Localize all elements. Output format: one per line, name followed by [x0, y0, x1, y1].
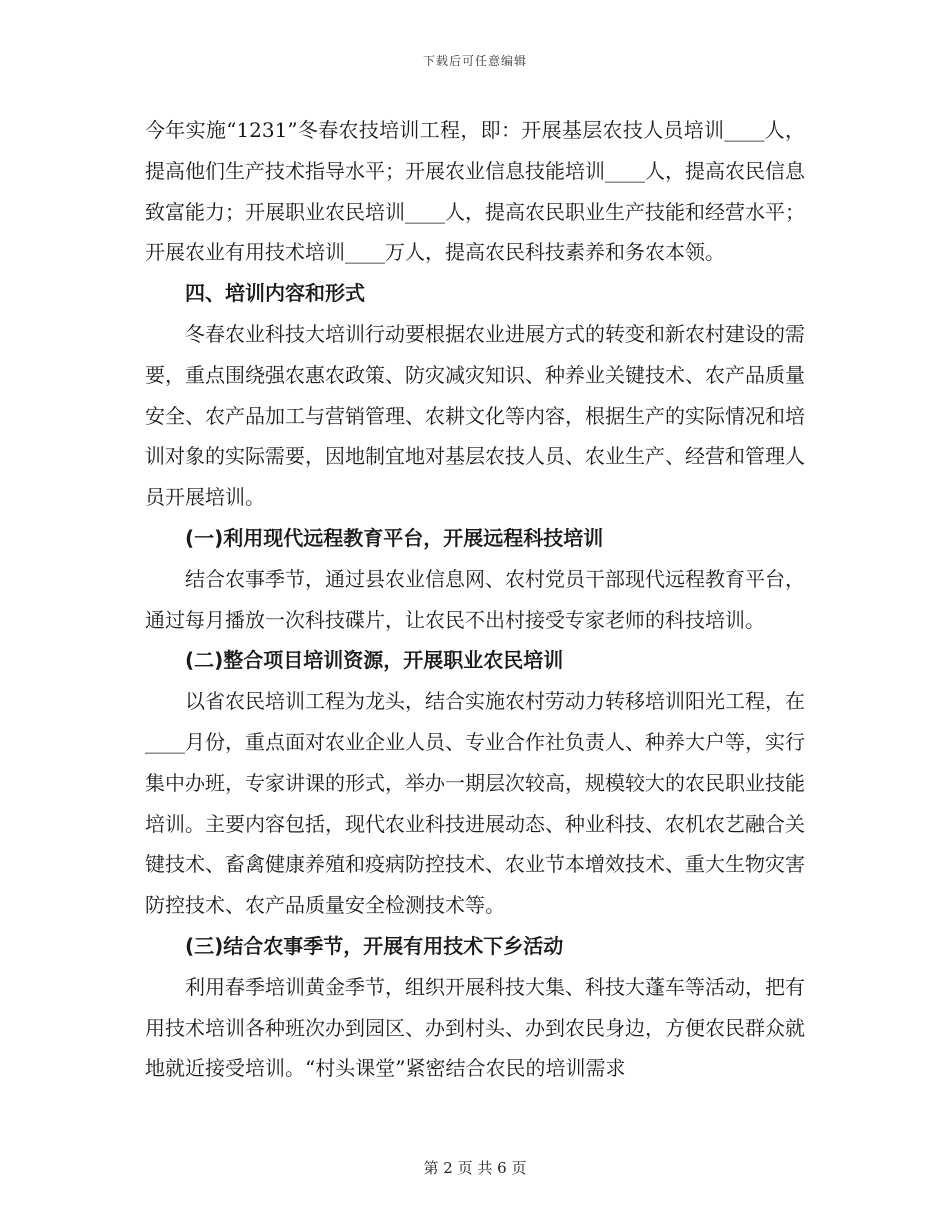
paragraph-training-goals: 今年实施“1231”冬春农技培训工程，即：开展基层农技人员培训____人，提高他们生产技术指导水平；开展农业信息技能培训____人，提高农民信息致富能力；开展职业农民培训____人，提高农民职业生产技能和经营水平；开展农业有用技术培训____万人，提高农民科技素养和务农本领。	[145, 118, 805, 265]
paragraph-professional-farmer-training: 以省农民培训工程为龙头，结合实施农村劳动力转移培训阳光工程，在____月份，重点面对农业企业人员、专业合作社负责人、种养大户等，实行集中办班，专家讲课的形式，举办一期层次较高，规模较大的农民职业技能培训。主要内容包括，现代农业科技进展动态、种业科技、农机农艺融合关键技术、畜禽健康养殖和疫病防控技术、农业节本增效技术、重大生物灾害防控技术、农产品质量安全检测技术等。	[145, 689, 805, 918]
subheading-remote-education: (一)利用现代远程教育平台，开展远程科技培训	[185, 525, 604, 550]
paragraph-remote-education: 结合农事季节，通过县农业信息网、农村党员干部现代远程教育平台，通过每月播放一次科技碟片，让农民不出村接受专家老师的科技培训。	[145, 566, 805, 632]
paragraph-technology-to-countryside: 利用春季培训黄金季节，组织开展科技大集、科技大蓬车等活动，把有用技术培训各种班次办到园区、办到村头、办到农民身边，方便农民群众就地就近接受培训。“村头课堂”紧密结合农民的培训需求	[145, 974, 805, 1081]
page-number-footer: 第 2 页 共 6 页	[423, 1159, 527, 1177]
section-heading-content-and-form: 四、培训内容和形式	[185, 281, 365, 306]
subheading-technology-to-countryside: (三)结合农事季节，开展有用技术下乡活动	[185, 933, 564, 958]
document-body	[145, 110, 805, 1089]
page-header-note: 下载后可任意编辑	[422, 54, 527, 68]
subheading-professional-farmer-training: (二)整合项目培训资源，开展职业农民培训	[185, 648, 564, 673]
paragraph-training-overview: 冬春农业科技大培训行动要根据农业进展方式的转变和新农村建设的需要，重点围绕强农惠农政策、防灾减灾知识、种养业关键技术、农产品质量安全、农产品加工与营销管理、农耕文化等内容，根据生产的实际情况和培训对象的实际需要，因地制宜地对基层农技人员、农业生产、经营和管理人员开展培训。	[145, 321, 805, 510]
